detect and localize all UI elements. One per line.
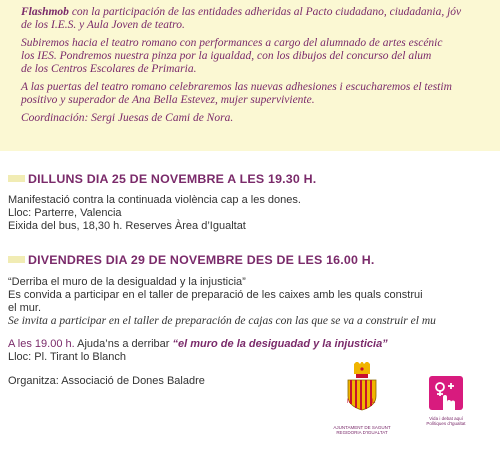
event2-line-5: A les 19.00 h. Ajuda’ns a derribar “el muro de la desiguadad y la injusticia” [8,338,388,350]
event2-heading: DIVENDRES DIA 29 DE NOVEMBRE DES DE LES 16.00 H. [8,253,375,267]
event2-line-3: el mur. [8,302,42,314]
event2-line-6: Lloc: Pl. Tirant lo Blanch [8,351,127,363]
equality-hand-icon [429,376,463,410]
event2-line-4: Se invita a participar en el taller de preparación de cajas con las que se va a construir el mu [8,315,436,327]
city-crest-icon [340,362,384,426]
equality-logo [429,376,463,410]
intro-line-5: de los Centros Escolares de Primaria. [21,63,197,75]
event1-line-3: Eixida del bus, 18,30 h. Reserves Àrea d’Igualtat [8,220,246,232]
event1-line-2: Lloc: Parterre, Valencia [8,207,122,219]
intro-line-3: Subiremos hacia el teatro romano con performances a cargo del alumnado de artes escénic [21,37,443,49]
city-logo-caption: AJUNTAMENT DE SAGUNT REGIDORIA D'IGUALTAT [333,425,391,435]
svg-text:L: L [372,399,376,405]
event2-line-2: Es convida a participar en el taller de preparació de les caixes amb les quals construi [8,289,423,301]
equality-logo-caption: Vida i debat aquí Polítiques d'Igualtat [426,416,466,426]
event2-line-1: “Derriba el muro de la desigualdad y la injusticia” [8,276,246,288]
event1-heading: DILLUNS DIA 25 DE NOVEMBRE A LES 19.30 H. [8,172,316,186]
intro-line-7: positivo y superador de Ana Bella Estevez, mujer superviviente. [21,94,315,106]
svg-text:M: M [347,399,352,405]
event1-line-1: Manifestació contra la continuada violència cap a les dones. [8,194,301,206]
intro-line-4: los IES. Pondremos nuestra pinza por la igualdad, con los dibujos del concurso del alum [21,50,432,62]
intro-line-6: A las puertas del teatro romano celebraremos las nuevas adhesiones i escucharemos el testim [21,81,452,93]
heading-marker [8,256,25,263]
intro-line-2: de los I.E.S. y Aula Joven de teatro. [21,19,185,31]
event2-line-7: Organitza: Associació de Dones Baladre [8,375,205,387]
intro-line-1: Flashmob con la participación de las entidades adheridas al Pacto ciudadano, ciudadania, jóv [21,6,462,18]
intro-panel [0,0,500,151]
city-crest-logo [340,362,384,426]
heading-marker [8,175,25,182]
intro-line-8: Coordinación: Sergi Juesas de Cami de Nora. [21,112,234,124]
